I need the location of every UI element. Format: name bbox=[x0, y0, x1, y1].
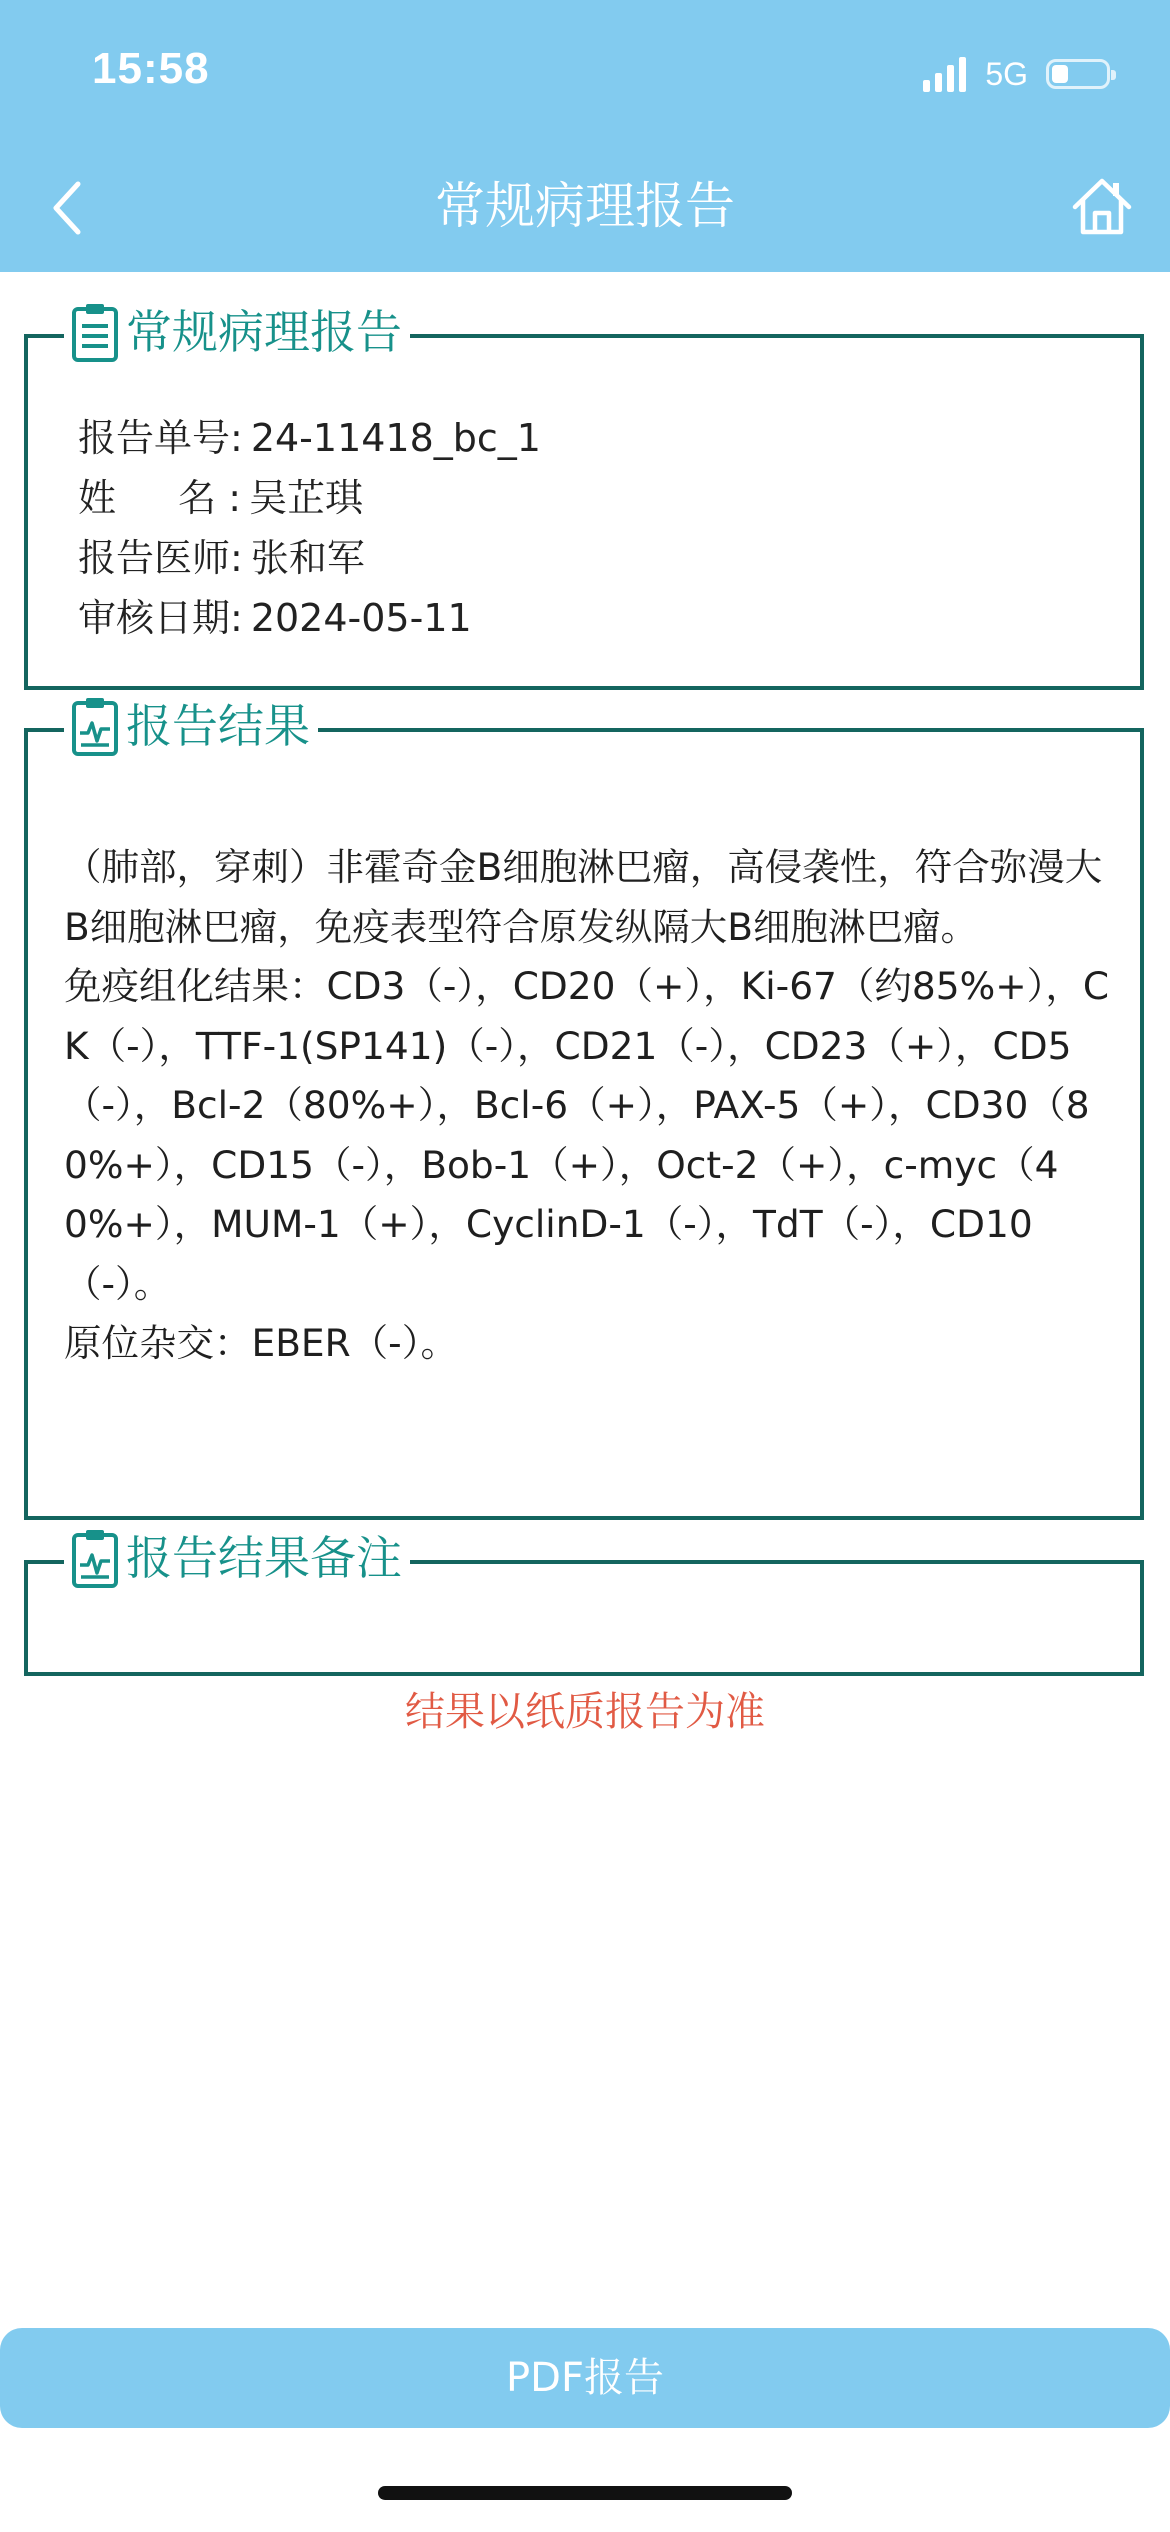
label-colon: : bbox=[216, 476, 242, 520]
review-date-value: 2024-05-11 bbox=[250, 596, 472, 640]
diagnosis-paragraph: （肺部，穿刺）非霍奇金B细胞淋巴瘤，高侵袭性，符合弥漫大B细胞淋巴瘤，免疫表型符合原发纵隔大B细胞淋巴瘤。 bbox=[64, 845, 1103, 949]
report-result-heading bbox=[64, 690, 318, 762]
disclaimer-text: 结果以纸质报告为准 bbox=[405, 1689, 765, 1735]
section-title: 常规病理报告 bbox=[126, 305, 402, 359]
battery-icon bbox=[1046, 59, 1110, 89]
label-colon: : bbox=[230, 536, 243, 580]
battery-tip bbox=[1111, 70, 1116, 80]
app-header bbox=[0, 0, 1170, 272]
page-title: 常规病理报告 bbox=[435, 177, 735, 235]
report-info-section bbox=[24, 305, 1144, 690]
home-indicator[interactable] bbox=[378, 2486, 792, 2500]
report-doctor-label: 报告医师 bbox=[78, 536, 231, 580]
immunohistochemistry-paragraph: 免疫组化结果：CD3（-），CD20（+），Ki-67（约85%+），CK（-），TTF-1(SP141)（-），CD21（-），CD23（+），CD5（-），Bcl-2（80%+），Bcl-6（+），PAX-5（+），CD30（80%+），CD15（-），Bob-1（+），Oct-2（+），c-myc（40%+），MUM-1（+），CyclinD-1（-），TdT（-），CD10（-）。 bbox=[64, 964, 1110, 1306]
in-situ-hybridization-paragraph: 原位杂交：EBER（-）。 bbox=[64, 1321, 458, 1365]
report-note-section bbox=[24, 1531, 1144, 1676]
report-result-section bbox=[24, 699, 1144, 1520]
signal-icon bbox=[923, 56, 971, 92]
clipboard-pulse-icon bbox=[70, 1527, 120, 1589]
report-doctor-value: 张和军 bbox=[250, 536, 365, 580]
home-button[interactable] bbox=[1064, 168, 1140, 244]
report-info-heading bbox=[64, 296, 410, 368]
report-number-value: 24-11418_bc_1 bbox=[250, 416, 541, 460]
label-colon: : bbox=[230, 416, 243, 460]
home-icon bbox=[1071, 175, 1133, 237]
battery-level bbox=[1052, 65, 1068, 83]
report-note-heading bbox=[64, 1522, 410, 1594]
report-number-row bbox=[78, 408, 541, 468]
section-title: 报告结果备注 bbox=[126, 1531, 402, 1585]
report-number-label: 报告单号 bbox=[78, 416, 231, 460]
review-date-label: 审核日期 bbox=[78, 596, 231, 640]
patient-name-label: 姓 名 bbox=[78, 476, 217, 520]
label-colon: : bbox=[230, 596, 243, 640]
report-doctor-row bbox=[78, 528, 541, 588]
patient-name-row bbox=[78, 468, 541, 528]
network-type-label: 5G bbox=[985, 55, 1028, 92]
pdf-report-button[interactable]: PDF报告 bbox=[0, 2328, 1170, 2428]
review-date-row bbox=[78, 588, 541, 648]
report-info-list bbox=[78, 408, 541, 648]
status-time: 15:58 bbox=[92, 44, 210, 93]
clipboard-pulse-icon bbox=[70, 695, 120, 757]
patient-name-value: 吴芷琪 bbox=[249, 476, 364, 520]
status-indicators bbox=[923, 50, 1110, 98]
clipboard-list-icon bbox=[70, 301, 120, 363]
report-result-text bbox=[64, 838, 1112, 1374]
section-title: 报告结果 bbox=[126, 699, 310, 753]
